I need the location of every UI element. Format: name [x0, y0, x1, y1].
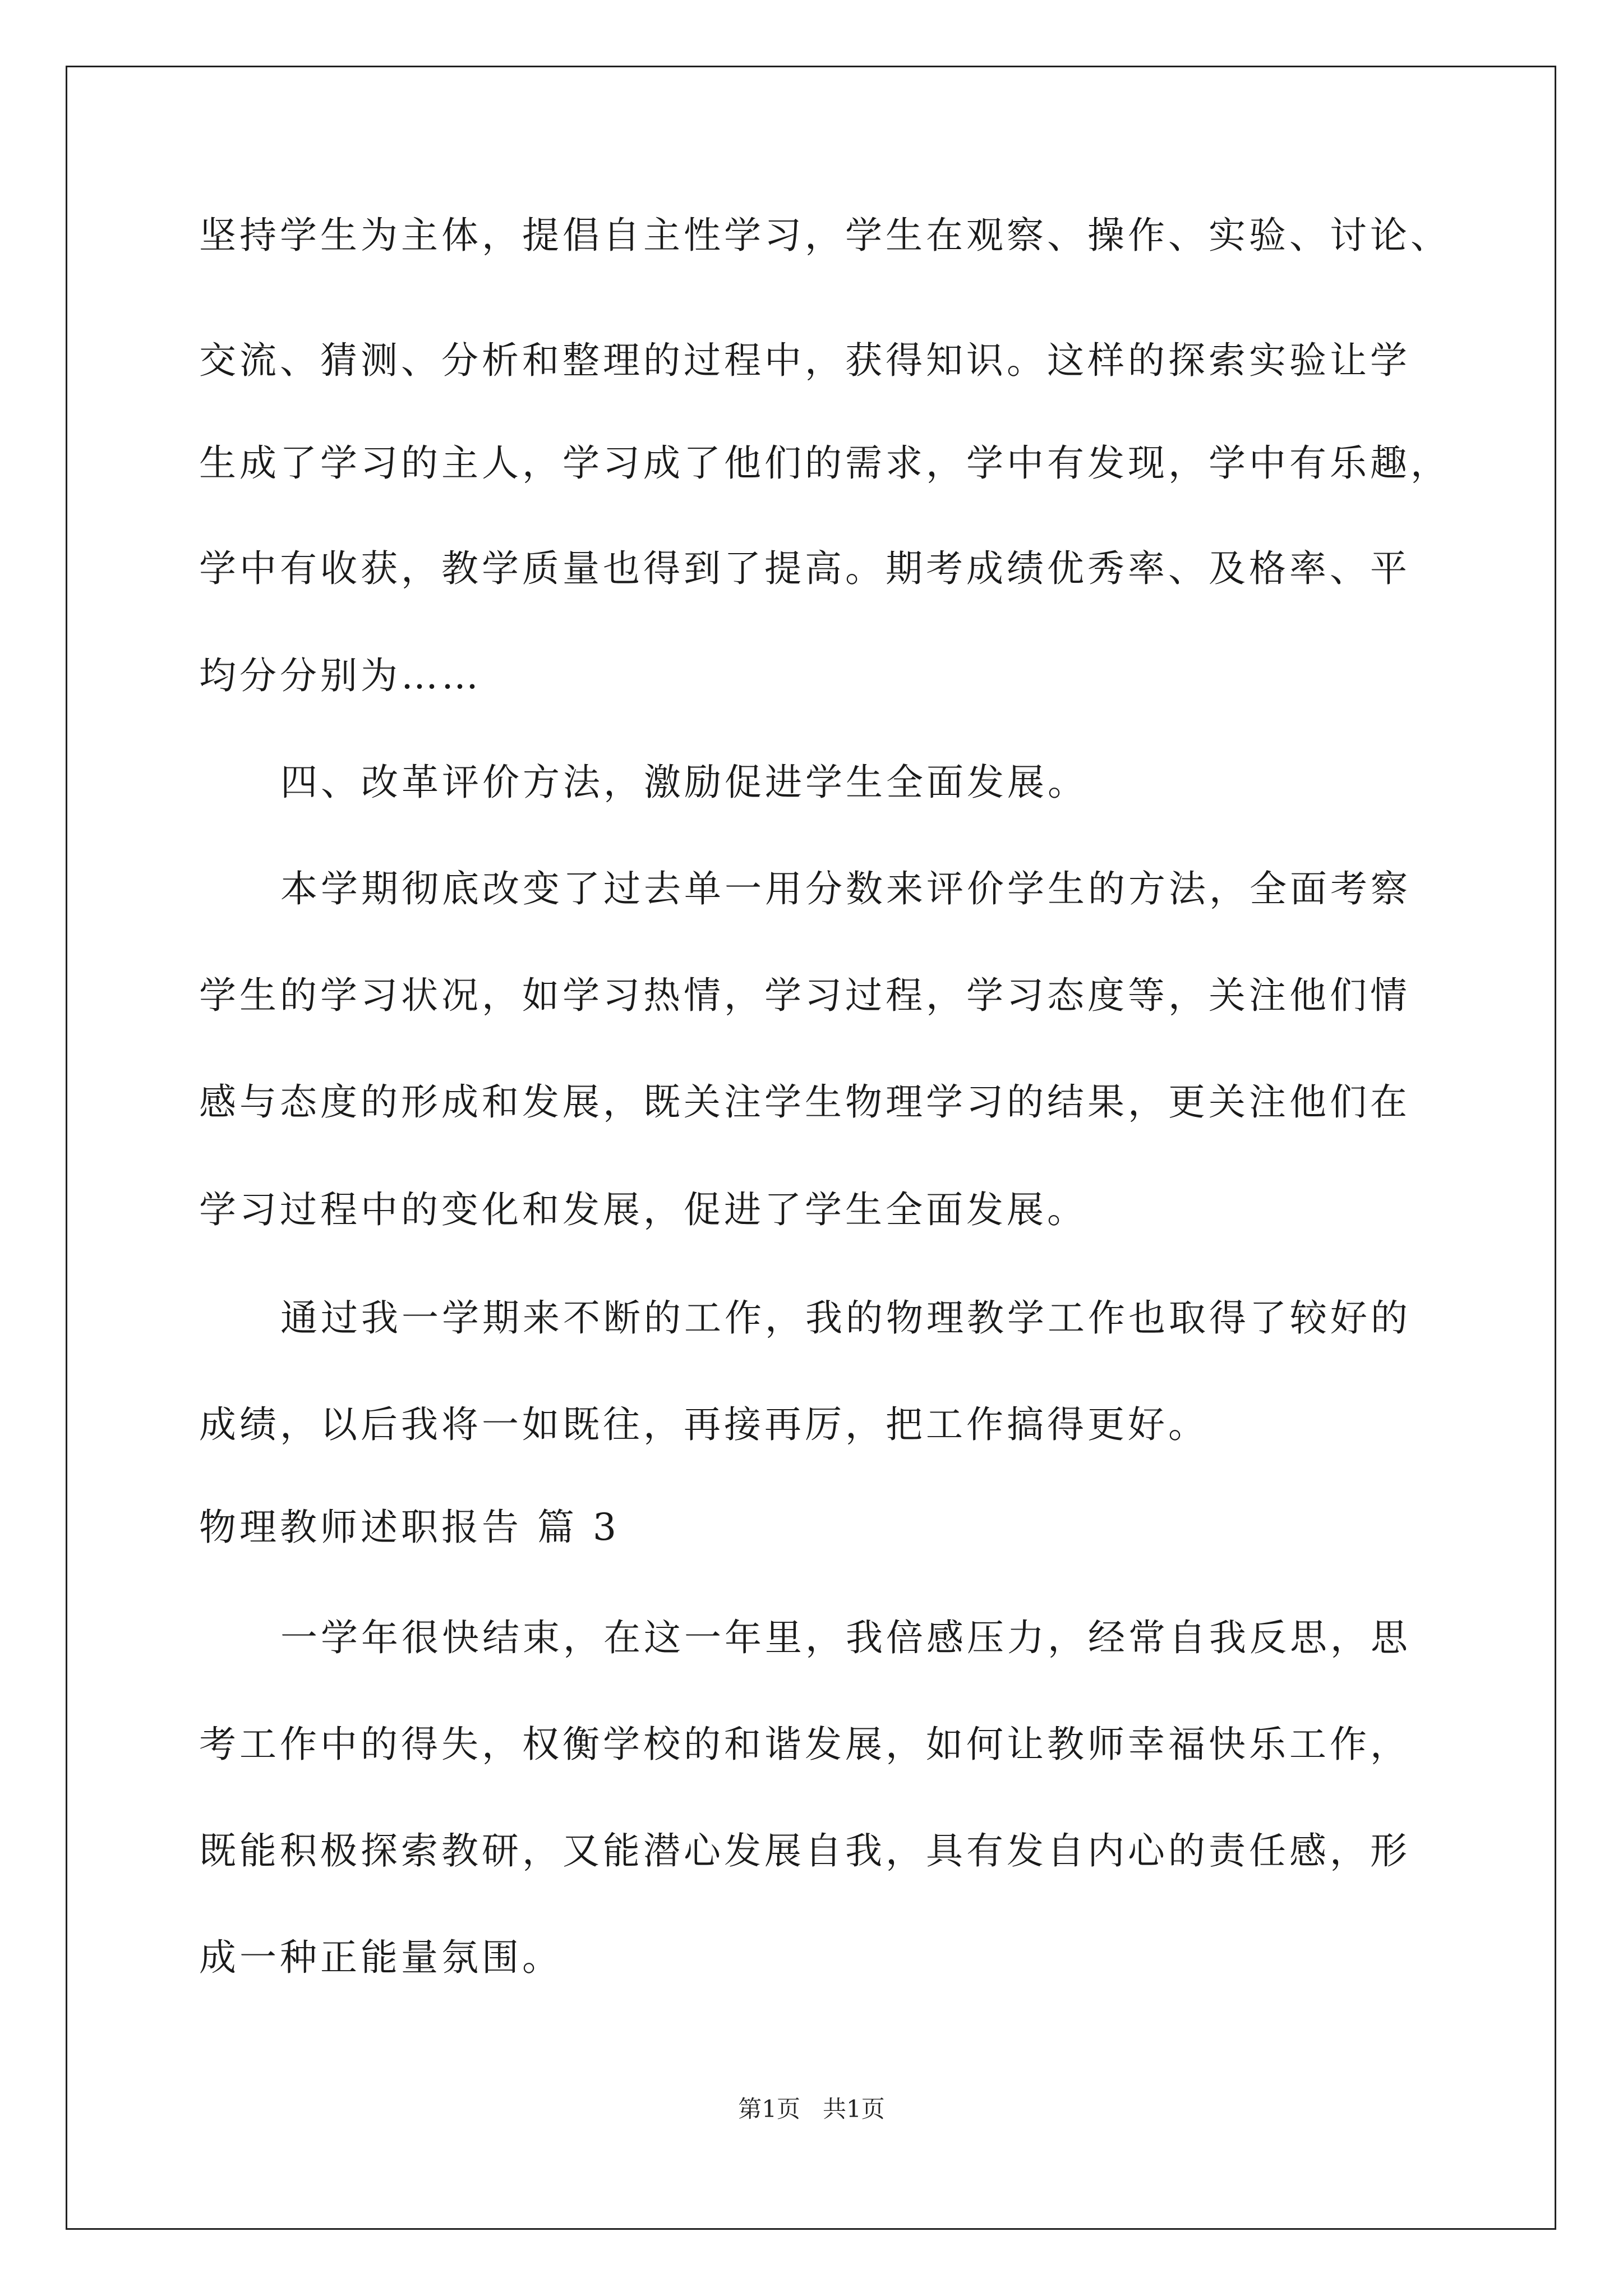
body-line: 坚持学生为主体，提倡自主性学习，学生在观察、操作、实验、讨论、	[199, 214, 1451, 257]
body-line: 成一种正能量氛围。	[199, 1936, 562, 1979]
body-line: 感与态度的形成和发展，既关注学生物理学习的结果，更关注他们在	[199, 1080, 1410, 1124]
section-heading: 四、改革评价方法，激励促进学生全面发展。	[280, 761, 1088, 804]
body-line: 本学期彻底改变了过去单一用分数来评价学生的方法，全面考察	[280, 867, 1411, 910]
body-line: 学生的学习状况，如学习热情，学习过程，学习态度等，关注他们情	[199, 974, 1410, 1017]
body-line: 成绩，以后我将一如既往，再接再厉，把工作搞得更好。	[199, 1403, 1209, 1446]
article-title: 物理教师述职报告 篇 3	[199, 1506, 620, 1549]
body-line: 交流、猜测、分析和整理的过程中，获得知识。这样的探索实验让学	[199, 339, 1410, 382]
page-footer: 第1页 共1页	[738, 2095, 885, 2123]
page-border	[66, 66, 1556, 2230]
body-line: 生成了学习的主人，学习成了他们的需求，学中有发现，学中有乐趣，	[199, 441, 1451, 485]
body-line: 均分分别为……	[199, 654, 482, 697]
body-line: 学习过程中的变化和发展，促进了学生全面发展。	[199, 1188, 1087, 1231]
body-line: 通过我一学期来不断的工作，我的物理教学工作也取得了较好的	[280, 1296, 1411, 1340]
body-line: 既能积极探索教研，又能潜心发展自我，具有发自内心的责任感，形	[199, 1829, 1410, 1872]
body-line: 一学年很快结束，在这一年里，我倍感压力，经常自我反思，思	[280, 1616, 1411, 1659]
body-line: 考工作中的得失，权衡学校的和谐发展，如何让教师幸福快乐工作，	[199, 1723, 1410, 1766]
body-line: 学中有收获，教学质量也得到了提高。期考成绩优秀率、及格率、平	[199, 547, 1410, 590]
